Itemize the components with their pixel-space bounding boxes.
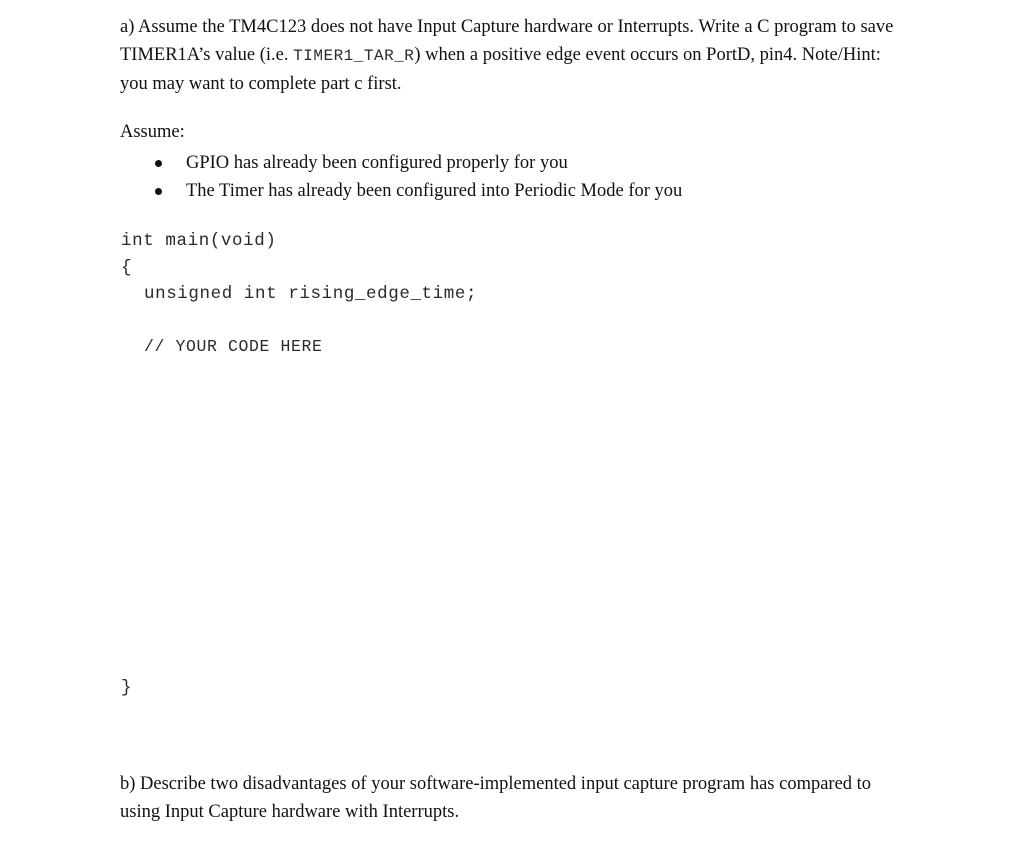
register-name: TIMER1_TAR_R: [293, 47, 415, 65]
list-item: [150, 177, 682, 205]
assume-list: [150, 149, 682, 205]
code-main-signature: int main(void): [121, 231, 277, 251]
code-variable-declaration: unsigned int rising_edge_time;: [144, 284, 478, 304]
bullet-icon: [155, 188, 162, 195]
part-b-question: b) Describe two disadvantages of your software-implemented input capture program has compared to using Input Capture hardware with Interrupts.: [120, 774, 872, 822]
part-a-text-after: ) when a positive edge event occurs on PortD, pin4. Note/Hint: you may want to complete part c first.: [120, 45, 881, 94]
code-close-brace: }: [121, 678, 133, 698]
code-open-brace: {: [121, 258, 133, 278]
list-item: [150, 149, 682, 177]
bullet-icon: [155, 160, 162, 167]
part-a-question: [120, 13, 910, 98]
code-comment: // YOUR CODE HERE: [144, 337, 323, 356]
assume-item-gpio: GPIO has already been configured properly for you: [186, 153, 568, 173]
assume-heading: Assume:: [120, 122, 185, 142]
part-a-text-before: a) Assume the TM4C123 does not have Input Capture hardware or Interrupts. Write a C program to save TIMER1A’s value (i.e.: [120, 17, 894, 65]
assume-item-timer: The Timer has already been configured into Periodic Mode for you: [186, 181, 683, 201]
